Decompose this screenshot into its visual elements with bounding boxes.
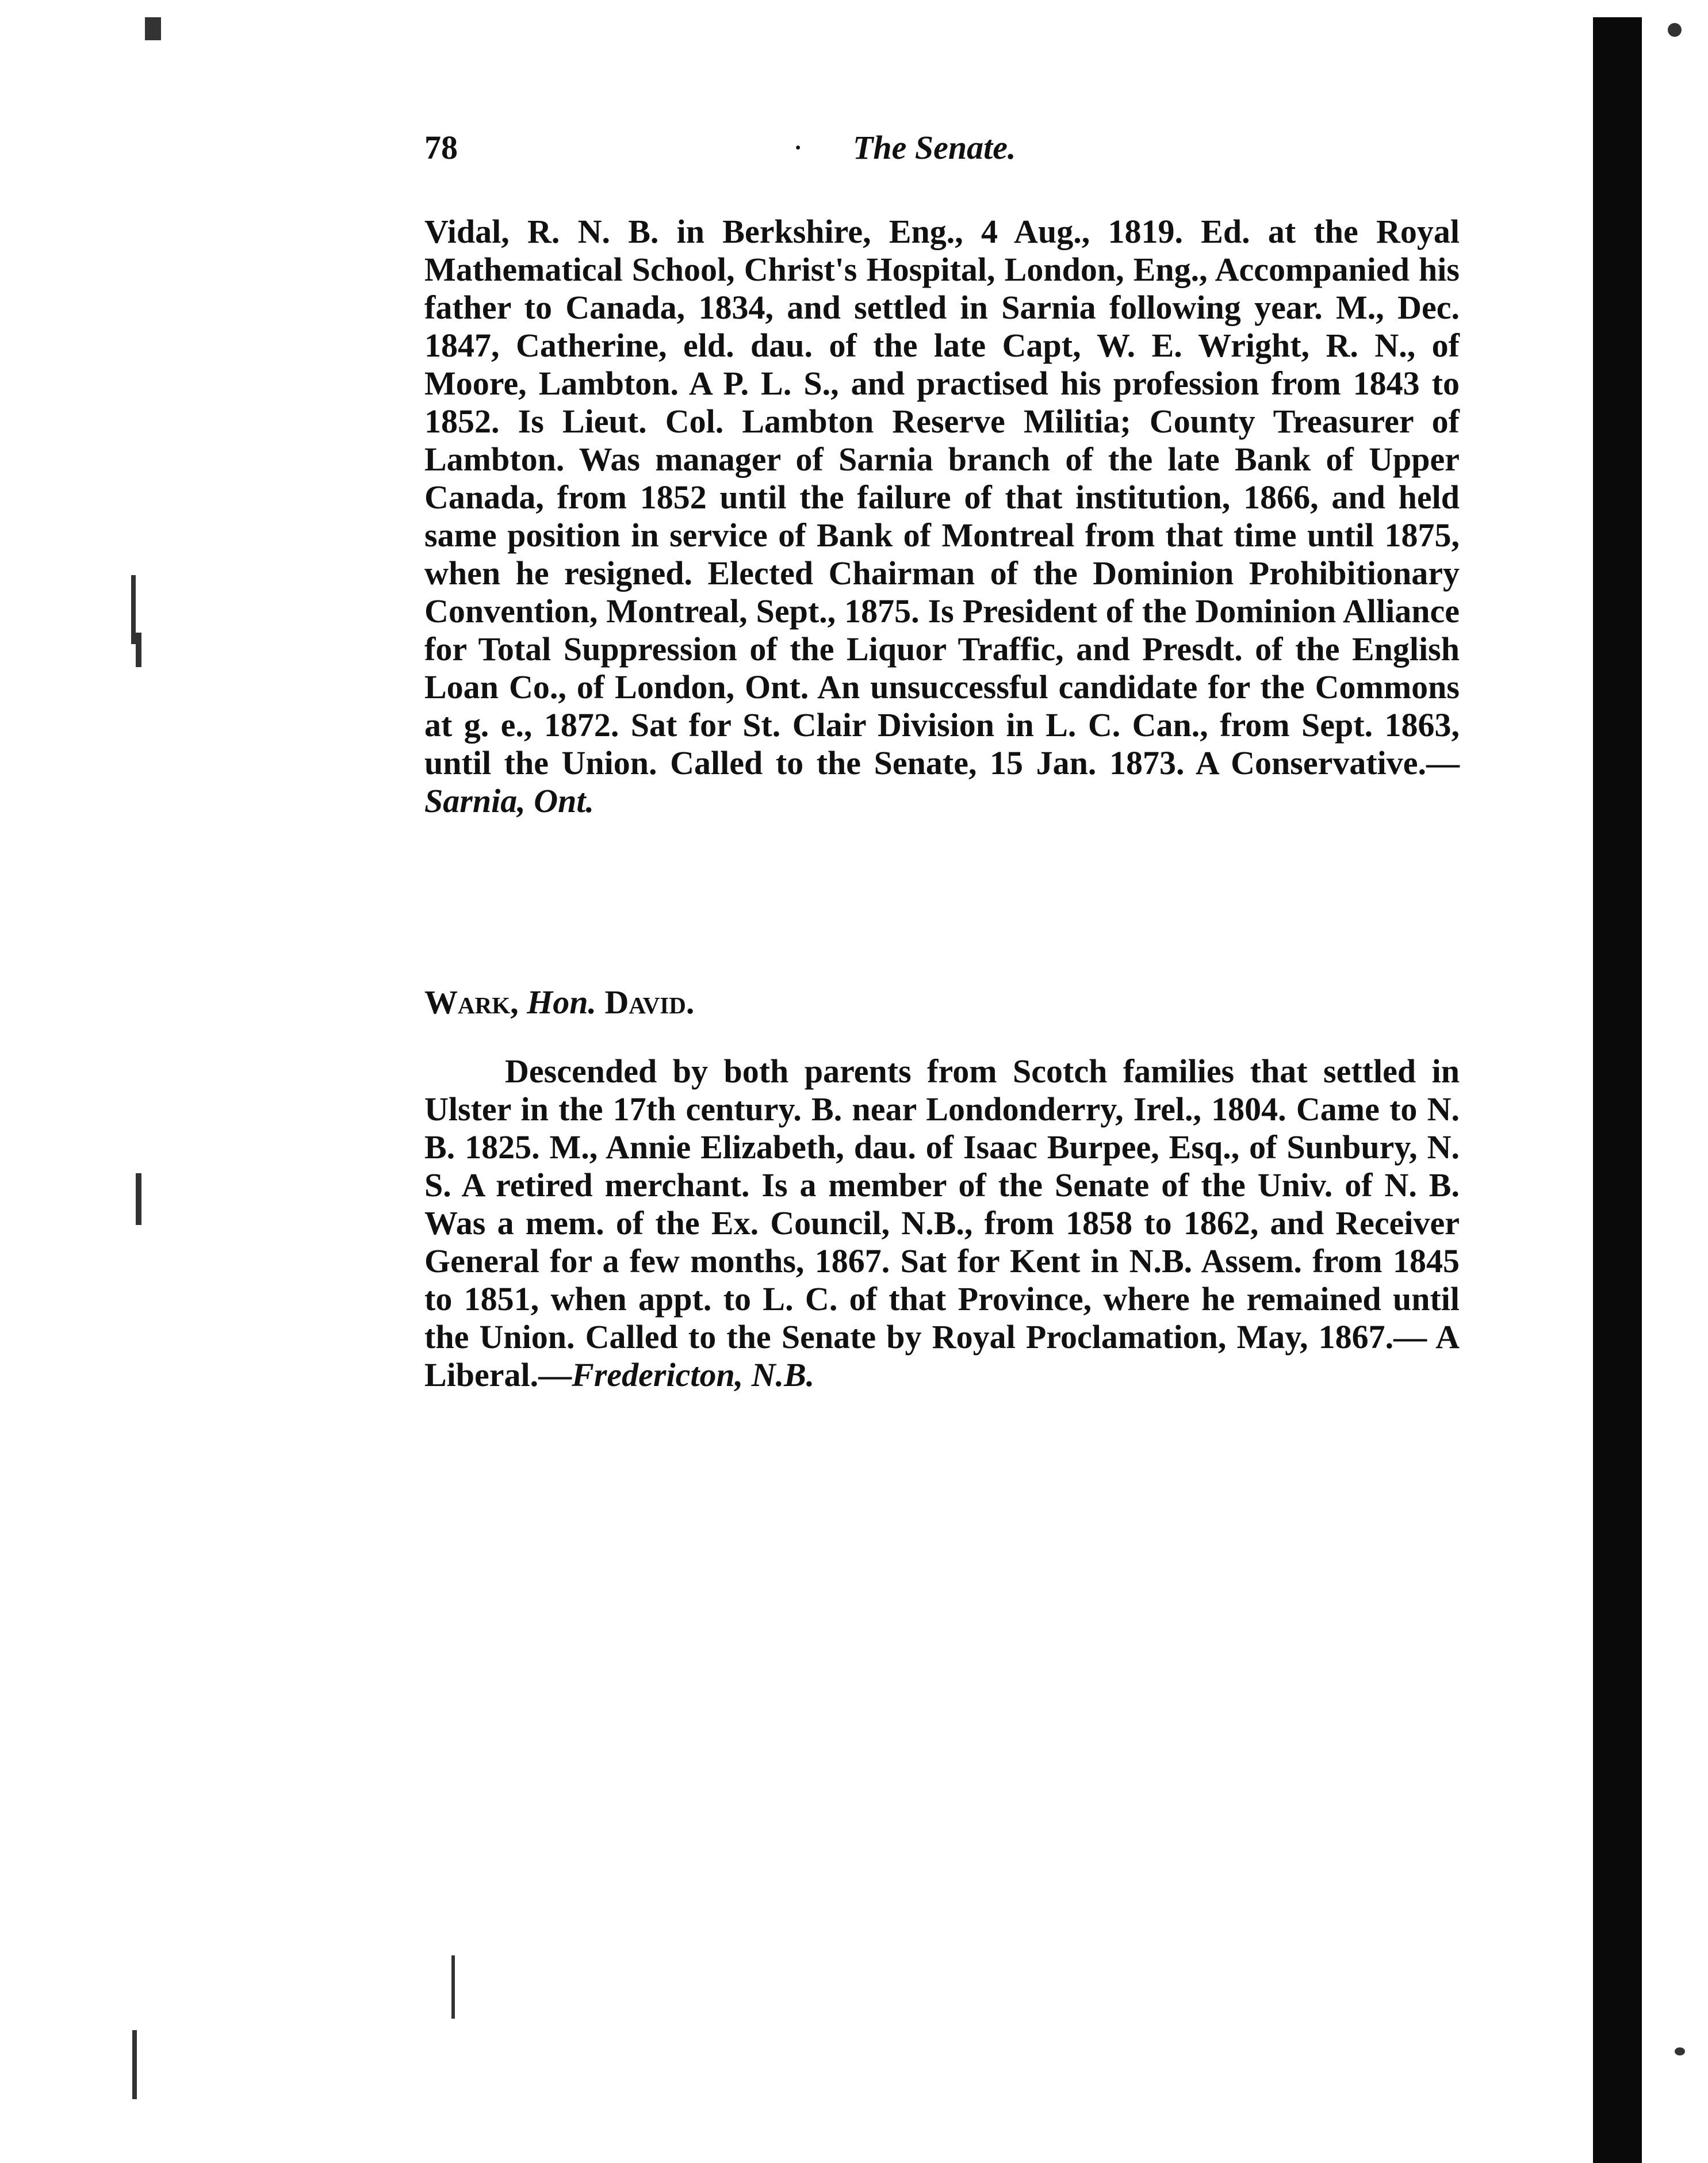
- entry-vidal-sign-off: Sarnia, Ont.: [424, 782, 594, 820]
- entry-wark-given-name: David.: [604, 983, 695, 1021]
- entry-wark-sign-off: Fredericton, N.B.: [572, 1356, 815, 1393]
- scan-speck: [451, 1955, 455, 2019]
- scan-speck: [136, 1173, 141, 1225]
- entry-vidal-body: Vidal, R. N. B. in Berkshire, Eng., 4 Aug., 1819. Ed. at the Royal Mathematical School, Christ's Hospital, London, Eng., Accompanied his father to Canada, 1834, and settled in Sarnia following year. M., Dec. 1847, Catherine, eld. dau. of the late Capt, W. E. Wright, R. N., of Moore, Lambton. A P. L. S., and practised his profession from 1843 to 1852. Is Lieut. Col. Lambton Reserve Militia; County Treasurer of Lambton. Was manager of Sarnia branch of the late Bank of Upper Canada, from 1852 until the failure of that institution, 1866, and held same position in service of Bank of Montreal from that time until 1875, when he resigned. Elected Chairman of the Dominion Prohibitionary Convention, Montreal, Sept., 1875. Is President of the Dominion Alliance for Total Suppression of the Liquor Traffic, and Presdt. of the English Loan Co., of London, Ont. An unsuccessful candidate for the Commons at g. e., 1872. Sat for St. Clair Division in L. C. Can., from Sept. 1863, until the Union. Called to the Senate, 15 Jan. 1873. A Conservative.—: [424, 213, 1460, 782]
- entry-wark-surname: Wark,: [424, 983, 519, 1021]
- entry-wark-body: Descended by both parents from Scotch families that settled in Ulster in the 17th century. B. near Londonderry, Irel., 1804. Came to N. B. 1825. M., Annie Elizabeth, dau. of Isaac Burpee, Esq., of Sunbury, N. S. A retired merchant. Is a member of the Senate of the Univ. of N. B. Was a mem. of the Ex. Council, N.B., from 1858 to 1862, and Receiver General for a few months, 1867. Sat for Kent in N.B. Assem. from 1845 to 1851, when appt. to L. C. of that Province, where he remained until the Union. Called to the Senate by Royal Proclamation, May, 1867.— A Liberal.—: [424, 1052, 1460, 1393]
- page-header: [424, 122, 1488, 174]
- scan-speck: [136, 633, 141, 667]
- page-edge-shadow: [1593, 17, 1642, 2163]
- scan-speck: [145, 17, 161, 40]
- entry-wark-honorific: Hon.: [527, 983, 596, 1021]
- entry-wark-heading: [424, 983, 694, 1021]
- scan-speck: [1668, 23, 1682, 37]
- page-number: 78: [424, 129, 458, 166]
- scan-speck: [1675, 2047, 1685, 2055]
- header-dot: ·: [792, 129, 804, 166]
- entry-vidal: [424, 213, 1460, 820]
- entry-wark: [424, 1052, 1460, 1394]
- running-title: The Senate.: [853, 129, 1016, 166]
- scan-speck: [131, 575, 136, 644]
- scan-speck: [132, 2030, 137, 2099]
